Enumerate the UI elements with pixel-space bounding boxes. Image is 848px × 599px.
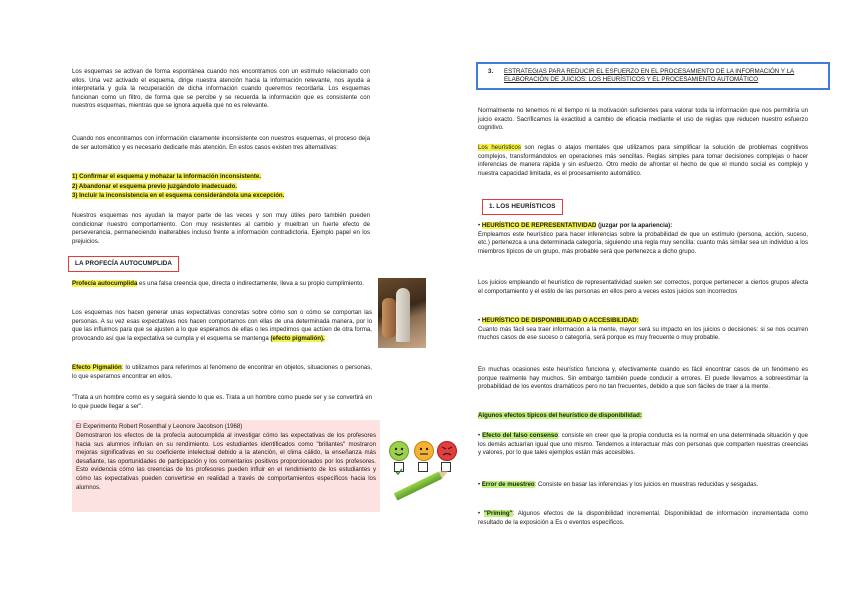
pigmalion-tag: (efecto pigmalión). — [270, 334, 325, 342]
sculptor-figure — [382, 298, 396, 338]
alternative-3: 3) Incluir la inconsistencia en el esquema considerándola una excepción. — [72, 192, 285, 199]
paragraph-availability-errors: En muchas ocasiones este heurístico funciona y, efectivamente cuando es fácil encontrar casos de un fenómeno es porque realmente hay muchos. Sin embargo también puede conducir a errores. El puede llevarnos a sobreestimar la probabilidad de los eventos dramáticos pero no tan frecuentes, debido a que son fáciles de traer a la mente. — [478, 366, 808, 391]
quote-text: "Trata a un hombre como es y seguirá siendo lo que es. Trata a un hombre como puede ser y se convertirá en lo que puede llegar a ser". — [72, 394, 372, 410]
representativeness-body: Empleamos este heurístico para hacer inferencias sobre la probabilidad de que un estímulo (persona, acción, suceso, etc.) pertenezca a una determinada categoría, siguiendo una regla muy sencilla: cuanto más similar sea un individuo a los miembros típicos de un grupo, más probable será que pertenezca a dicho grupo. — [478, 230, 808, 255]
paragraph-representativeness-accuracy: Los juicios empleando el heurístico de representatividad suelen ser correctos, porque pertenecer a ciertos grupos afecta el comportamiento y el estilo de las personas en ellos pero a veces estos juicios son incorrectos — [478, 279, 808, 295]
statue-figure — [396, 288, 410, 342]
paragraph-motivation: Normalmente no tenemos ni el tiempo ni la motivación suficientes para valorar toda la información que nos permitiría un juicio exacto. Sacrificamos la exactitud a cambio de eficacia mediante el uso de reglas que reducen nuestro esfuerzo cognitivo. — [478, 107, 808, 132]
paragraph-priming: • "Priming": Algunos efectos de la disponibilidad incremental. Disponibilidad de información incrementada como resultado de la exposición a Es o eventos específicos. — [478, 510, 808, 526]
representativeness-term: HEURÍSTICO DE REPRESENTATIVIDAD — [481, 222, 597, 229]
heuristics-section-title: 1. LOS HEURÍSTICOS — [482, 199, 563, 215]
paragraph-false-consensus: • Efecto del falso consenso: consiste en creer que la propia conducta es la normal en una determinada situación y que los demás actuarían igual que uno mismo. Tendemos a interactuar más con personas que comparten nuestras creencias y valores, por lo que tales ejemplos están más accesibles. — [478, 432, 808, 457]
profecia-def: es una falsa creencia que, directa o indirectamente, lleva a su propio cumplimiento. — [137, 280, 364, 287]
false-consensus-def: : consiste en creer que la propia conducta es la normal en una determinada situación y que los demás actuarían igual que uno mismo. Tendemos a interactuar más con personas que comparten nuestras creencias y valores, por lo que tales ejemplos están más accesibles. — [478, 432, 808, 457]
profecia-term: Profecía autocumplida — [72, 280, 138, 287]
experiment-box — [72, 420, 380, 512]
expectations-text: Los esquemas nos hacen generar unas expectativas concretas sobre cómo son o cómo se comportan las personas. A su vez esas expectativas nos hacen comportarnos con ellas de una determinada manera, por lo que las influimos para que se ajusten a lo que esperamos de ellas o les impedimos que actúen de otra forma, provocando así que la expectativa se cumpla y el esquema se mantenga — [72, 309, 372, 342]
effects-title: Algunos efectos típicos del heurístico de disponibilidad: — [478, 412, 642, 419]
experiment-body: Demostraron los efectos de la profecía autocumplida al investigar cómo las expectativas de los profesores hacia sus alumnos influían en su rendimiento. Los estudiantes identificados como "brillantes" mostraron mejoras significativas en su coeficiente intelectual debido a la atención, el clima cálido, la enseñanza más desafiante, las oportunidades de participación y los comentarios positivos proporcionados por los profesores. Esto evidencia cómo las creencias de los profesores pueden influir en el rendimiento de los estudiantes y cómo las expectativas pueden convertirse en realidad a través de comportamientos específicos hacia los alumnos. — [76, 432, 376, 491]
paragraph-heuristics — [478, 144, 808, 178]
effects-title-line — [478, 412, 808, 421]
priming-term: "Priming" — [484, 510, 513, 517]
section-3-title-box — [476, 62, 830, 90]
paragraph-inconsistent-info: Cuando nos encontramos con información claramente inconsistente con nuestros esquemas, el proceso deja de ser automático y es necesario dedicarle más atención. En estos casos existen tres alternativas: — [72, 135, 370, 151]
availability-body: Cuanto más fácil sea traer información a la mente, mayor será su impacto en los juicios o decisiones: si se nos ocurren muchos casos de ese suceso o categoría, será porque es muy frecuente o muy probable. — [478, 325, 808, 342]
heuristics-def: son reglas o atajos mentales que utilizamos para simplificar la solución de problemas cognitivos complejos, transformándolos en operaciones más sencillas. Reglas simples para tomar decisiones complejas o hacer inferencias de manera rápida y sin esfuerzo. Otro medio de afrontar el hecho de que el mundo social es complejo y nuestra capacidad limitada, es el procesamiento automático. — [478, 144, 808, 177]
heuristics-term: Los heurísticos — [478, 144, 521, 151]
alternative-1: 1) Confirmar el esquema y mohazar la información inconsistente. — [72, 173, 261, 180]
sampling-error-def: : Consiste en basar las inferencias y los juicios en muestras reducidas y sesgadas. — [534, 481, 759, 488]
paragraph-availability: • HEURÍSTICO DE DISPONIBILIDAD O ACCESIBILIDAD: Cuanto más fácil sea traer información a la mente, mayor será su impacto en los juicios o decisiones: si se nos ocurren muchos casos de ese suceso o categoría, será porque es muy frecuente o muy probable. — [478, 317, 808, 342]
paragraph-sampling-error: • Error de muestreo: Consiste en basar las inferencias y los juicios en muestras reducidas y sesgadas. — [478, 481, 759, 488]
experiment-title: El Experimento Robert Rosenthal y Leonore Jacobson (1968) — [76, 423, 243, 430]
priming-def: : Algunos efectos de la disponibilidad incremental. Disponibilidad de información incrementada como resultado de la exposición a Es o eventos específicos. — [478, 510, 808, 526]
alternatives-list — [72, 172, 370, 201]
paragraph-schemas-activation: Los esquemas se activan de forma espontánea cuando nos encontramos con un estímulo relacionado con ellos. Una vez activado el esquema, dirige nuestra atención hacia la información relevante, nos ayuda a interpretarla y guía la recuperación de dicha información cuando queremos recordarla. Los esquemas funcionan como un filtro, de forma que se percibe y se recuerda la información que es consistente con nuestros esquemas, mientras que se ignora aquella que no es relevante. — [72, 68, 370, 110]
pigmalion-term: Efecto Pigmalión — [72, 364, 122, 371]
right-page — [424, 0, 848, 599]
paragraph-profecia-definition — [72, 280, 370, 289]
paragraph-representativeness: • HEURÍSTICO DE REPRESENTATIVIDAD (juzgar por la apariencia): Empleamos este heurístico para hacer inferencias sobre la probabilidad de que un estímulo (persona, acción, suceso, etc.) pertenezca a una determinada categoría, siguiendo una regla muy sencilla: cuanto más similar sea un individuo a los miembros típicos de un grupo, más probable será que pertenezca a dicho grupo. — [478, 222, 808, 255]
false-consensus-term: Efecto del falso consenso — [482, 432, 558, 439]
profecia-section-title: LA PROFECÍA AUTOCUMPLIDA — [68, 256, 179, 272]
pygmalion-painting — [378, 278, 426, 348]
section-3-title: ESTRATEGIAS PARA REDUCIR EL ESFUERZO EN EL PROCESAMIENTO DE LA INFORMACIÓN Y LA ELABORACIÓN DE JUICIOS: LOS HEURÍSTICOS Y EL PROCESAMIENTO AUTOMÁTICO — [504, 68, 795, 84]
paragraph-schemas-usefulness: Nuestros esquemas nos ayudan la mayor parte de las veces y son muy útiles pero también pueden condicionar nuestro comportamiento. Con muy resistentes al cambio y mueltran un fuerte efecto de perseverancia, permaneciendo inalterables incluso frente a información contradictoria. Ejemplo papel en los prejuicios. — [72, 212, 370, 245]
representativeness-tag: (juzgar por la apariencia): — [596, 222, 673, 229]
pigmalion-def: : lo utilizamos para referirnos al fenómeno de encontrar en objetos, situaciones o personas, lo que esperamos encontrar en ellos. — [72, 364, 372, 380]
sampling-error-term: Error de muestreo — [481, 481, 535, 488]
smile-face-icon — [389, 441, 409, 461]
alternative-2: 2) Abandonar el esquema previo juzgándolo inadecuado. — [72, 182, 238, 190]
paragraph-pigmalion — [72, 364, 372, 381]
availability-term: HEURÍSTICO DE DISPONIBILIDAD O ACCESIBILIDAD: — [481, 317, 639, 324]
checkbox-smile[interactable] — [394, 462, 404, 472]
section-3-number: 3. — [488, 68, 494, 75]
paragraph-expectations — [72, 309, 372, 343]
